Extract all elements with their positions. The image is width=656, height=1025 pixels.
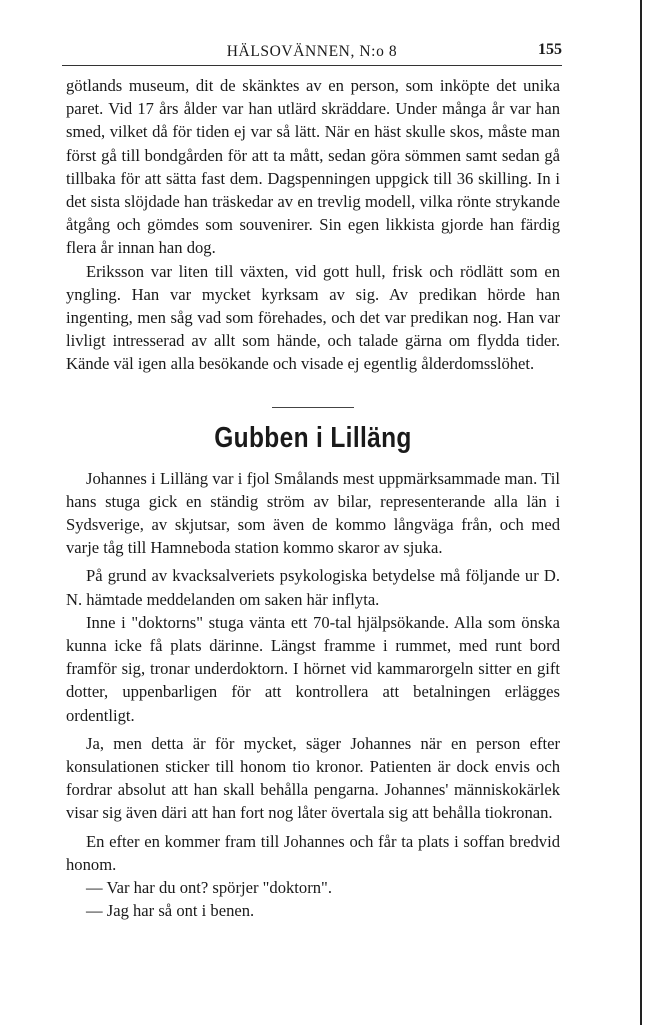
paragraph: Inne i "doktorns" stuga vänta ett 70-tal hjälpsökande. Alla som önska kunna icke få plats därinne. Längst framme i rummet, med runt bord framför sig, tronar underdoktorn. I hörnet vid kammarorgeln sitter en gift dotter, uppenbarligen för att kontrollera att betalningen erlägges ordentligt. bbox=[66, 612, 560, 725]
page-number: 155 bbox=[538, 41, 562, 58]
header-rule bbox=[62, 65, 562, 66]
text-column bbox=[66, 74, 560, 923]
page-header bbox=[62, 40, 562, 66]
paragraph: En efter en kommer fram till Johannes och får ta plats i soffan bredvid honom. bbox=[66, 831, 560, 874]
dialogue-line: — Var har du ont? spörjer "doktorn". bbox=[86, 878, 332, 898]
paragraph: På grund av kvacksalveriets psykologiska betydelse må följande ur D. N. hämtade meddelanden om saken här inflyta. bbox=[66, 566, 560, 609]
article-title: Gubben i Lilläng bbox=[214, 421, 412, 454]
paragraph: Johannes i Lilläng var i fjol Smålands mest uppmärksammade man. Til hans stuga gick en ständig ström av bilar, representerande alla län i Sydsverige, av skjutsar, som även de kommo långväga från, och med varje tåg till Hamneboda station kommo skaror av sjuka. bbox=[66, 468, 560, 558]
paragraph-continued: götlands museum, dit de skänktes av en person, som inköpte det unika paret. Vid 17 års ålder var han utlärd skräddare. Under många år var han smed, vilket då för tiden ej var så lätt. När en häst skulle skos, måste man först gå till bondgården för att ta mått, sedan göra sömmen samt sedan gå tillbaka för att sätta fast dem. Dagspenningen uppgick till 36 skilling. In i det sista slöjdade han träskedar av en trevlig modell, vilka rönte strykande åtgång och gömdes som souvenirer. Sin egen likkista gjorde han färdig flera år innan han dog. bbox=[66, 76, 560, 258]
running-head: HÄLSOVÄNNEN, N:o 8 bbox=[226, 43, 398, 60]
section-divider bbox=[272, 407, 354, 408]
page-edge-line bbox=[640, 0, 642, 1025]
paragraph-eriksson: Eriksson var liten till växten, vid gott hull, frisk och rödlätt som en yngling. Han var mycket kyrksam av sig. Av predikan hörde han ingenting, men såg vad som förehades, och det var predikan nog. Han var livligt intresserad av allt som hände, och talade gärna om flydda tider. Kände väl igen alla besökande och visade ej egentlig ålderdomsslöhet. bbox=[66, 261, 560, 374]
paragraph: Ja, men detta är för mycket, säger Johannes när en person efter konsulationen sticker till honom tio kronor. Patienten är dock envis och fordrar absolut att han skall behålla pengarna. Johannes' människokärlek visar sig även däri att han fort nog låter övertala sig att behålla tiokronan. bbox=[66, 733, 560, 823]
dialogue-line: — Jag har så ont i benen. bbox=[86, 901, 255, 921]
